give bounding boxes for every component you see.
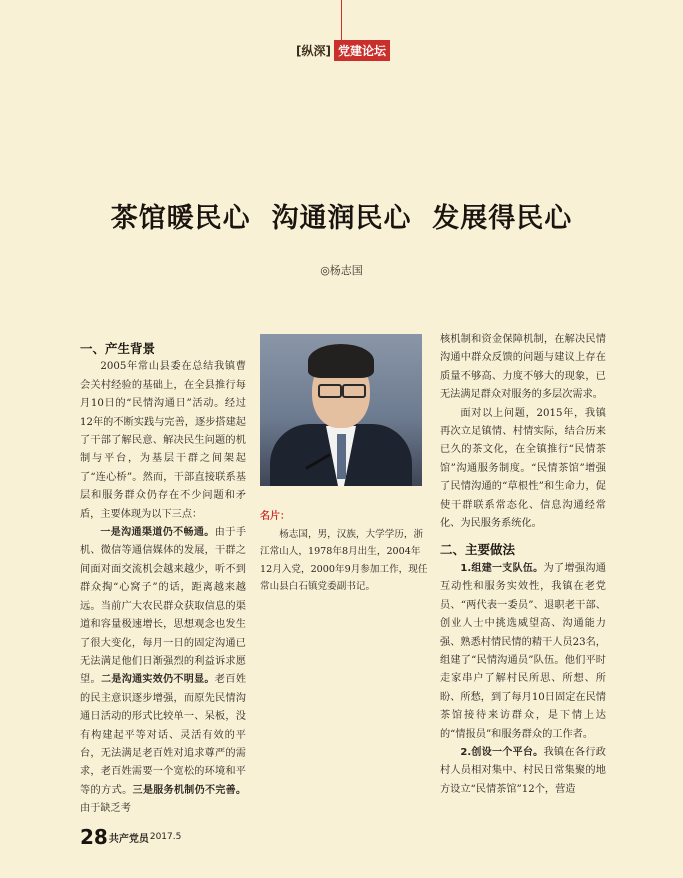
top-divider-line (341, 0, 342, 44)
photo-glasses-right (342, 384, 366, 398)
photo-hair (308, 344, 374, 378)
article-title: 茶馆暖民心 沟通润民心 发展得民心 (110, 203, 573, 234)
paragraph-text: 老百姓的民主意识逐步增强，而原先民情沟通日活动的形式比较单一、呆板，没有构建起平等对话、灵活有效的平台，无法满足老百姓对追求尊严的需求，老百姓需要一个宽松的环境和平等的方式。 (80, 674, 247, 796)
section-header (0, 40, 683, 61)
paragraph: 面对以上问题，2015年，我镇再次立足镇情、村情实际，结合历来已久的茶文化，在全镇推行“民情茶馆”沟通服务制度。“民情茶馆”增强了民情沟通的“草根性”和生命力，促使干群联系常态化、信息沟通经常化、为民服务系统化。 (440, 407, 606, 530)
paragraph: 核机制和资金保障机制，在解决民情沟通中群众反馈的问题与建议上存在质量不够高、力度不够大的现象，已无法满足群众对服务的多层次需求。 (440, 334, 606, 401)
author-photo (260, 334, 422, 486)
section-label: 党建论坛 (334, 40, 390, 61)
paragraph-text: 由于缺乏考 (80, 803, 131, 815)
bold-lead: 二是沟通实效仍不明显。 (101, 674, 215, 686)
text-column-right (440, 331, 606, 799)
page-number: 28 (80, 825, 108, 849)
photo-tie (337, 434, 346, 479)
author-byline: ◎杨志国 (320, 264, 363, 277)
text-column-left (80, 340, 246, 819)
page-footer (80, 825, 181, 849)
card-title: 名片： (260, 511, 290, 522)
issue-date: 2017.5 (149, 832, 182, 842)
bold-lead: 2.创设一个平台。 (460, 746, 544, 758)
paragraph-text: 为了增强沟通互动性和服务实效性，我镇在老党员、“两代表一委员”、退职老干部、创业人士中挑选威望高、沟通能力强、熟悉村情民情的精干人员23名，组建了“民情沟通员”队伍。他们平时走家串户了解村民所思、所想、所盼、所愁，到了每月10日固定在民情茶馆接待来访群众，是下情上达的“情报员”和服务群众的工作者。 (440, 562, 606, 740)
paragraph: 2005年常山县委在总结我镇曹会关村经验的基础上，在全县推行每月10日的“民情沟通日”活动。经过12年的不断实践与完善，逐步搭建起了干部了解民意、解决民生问题的机制与平台，为基层干群之间架起了“连心桥”。然而，干部直接联系基层和服务群众仍存在不少问题和矛盾，主要体现为以下三点： (80, 361, 246, 520)
card-body: 杨志国，男，汉族，大学学历，浙江常山人，1978年8月出生，2004年12月入党，2000年9月参加工作，现任常山县白石镇党委副书记。 (260, 528, 428, 593)
author-card (260, 508, 432, 596)
paragraph-text: 由于手机、微信等通信媒体的发展，干群之间面对面交流机会越来越少，听不到群众掏“心窝子”的话，距离越来越远。当前广大农民群众获取信息的渠道和容量极速增长，思想观念也发生了很大变化，每月一日的固定沟通已无法满足他们日渐强烈的利益诉求愿望。 (80, 527, 247, 686)
section-heading-1: 一、产生背景 (80, 341, 156, 356)
bold-lead: 三是服务机制仍不完善。 (132, 784, 246, 796)
paragraph-text: 我镇在各行政村人员相对集中、村民日常集聚的地方设立“民情茶馆”12个，营造 (440, 746, 606, 795)
paragraph (440, 744, 606, 799)
section-heading-2: 二、主要做法 (440, 542, 516, 558)
bold-lead: 一是沟通渠道仍不畅通。 (100, 527, 215, 539)
paragraph (80, 524, 246, 819)
photo-glasses-left (318, 384, 342, 398)
section-bracket: [纵深] (296, 44, 331, 58)
magazine-name: 共产党员 (108, 833, 149, 845)
bold-lead: 1.组建一支队伍。 (460, 562, 544, 574)
paragraph (440, 560, 606, 744)
